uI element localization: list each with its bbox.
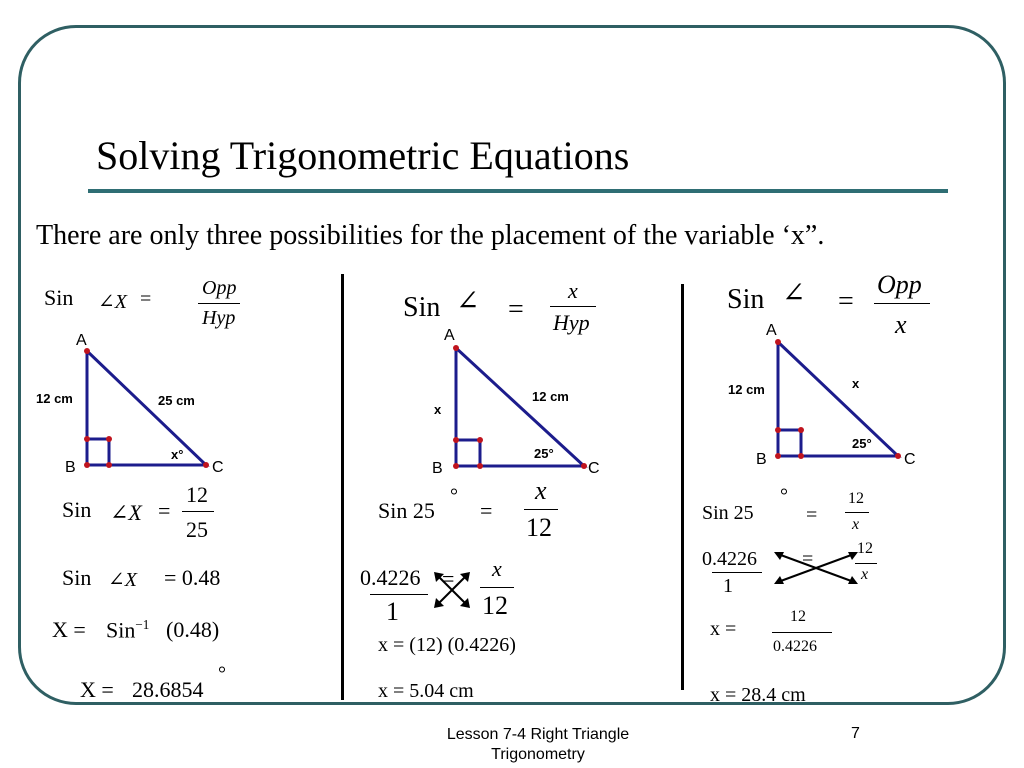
col3-step2-num2: 12	[857, 540, 873, 557]
col3-step1-denominator: x	[852, 516, 860, 533]
col3-triangle-shape	[778, 342, 898, 456]
col2-vertex-b	[453, 463, 459, 469]
col1-label-a: A	[76, 332, 87, 349]
col1-step2-angle: ∠X	[108, 569, 137, 591]
col3-formula-fraction-bar	[874, 303, 930, 304]
col3-vertex-c	[895, 453, 901, 459]
col3-label-angle: 25°	[852, 436, 872, 451]
col3-formula-numerator: Opp	[877, 270, 922, 299]
col2-mark-point-2	[477, 437, 483, 443]
col3-step3-lhs: x =	[710, 618, 737, 640]
col1-formula-angle: ∠X	[98, 291, 127, 313]
col2-label-left-side: x	[434, 402, 442, 417]
col3-step3-fraction-bar	[772, 632, 832, 633]
intro-text: There are only three possibilities for the placement of the variable ‘x”.	[36, 220, 825, 251]
col2-step1-lhs: Sin 25	[378, 498, 435, 523]
col2-formula-equals: =	[508, 294, 524, 325]
col3-step1-degree: °	[780, 485, 788, 507]
col2-step1-numerator: x	[535, 476, 547, 505]
col2-label-b: B	[432, 460, 443, 477]
title-underline	[88, 189, 948, 193]
col2-formula-fraction-bar	[550, 306, 596, 307]
col2-vertex-c	[581, 463, 587, 469]
col2-step2-fraction-bar-1	[370, 594, 428, 595]
col2-step1-equals: =	[480, 498, 493, 523]
col1-label-left-side: 12 cm	[36, 391, 73, 406]
col1-formula-denominator: Hyp	[202, 307, 236, 329]
col2-step3: x = (12) (0.4226)	[378, 634, 516, 656]
col1-mark-point-1	[84, 436, 90, 442]
col1-vertex-b	[84, 462, 90, 468]
col2-mark-point-3	[477, 463, 483, 469]
col2-triangle	[420, 320, 620, 480]
col3-label-c: C	[904, 451, 916, 466]
col3-formula-denominator: x	[895, 310, 907, 339]
col2-step2-den2: 12	[482, 591, 508, 620]
col1-mark-point-3	[106, 462, 112, 468]
col1-step4-lhs: X =	[80, 677, 114, 702]
col1-label-c: C	[212, 459, 224, 476]
col2-step2-fraction-bar-2	[480, 587, 514, 588]
col2-label-angle: 25°	[534, 446, 554, 461]
col1-right-angle-mark	[87, 439, 109, 465]
col3-step1-lhs: Sin 25	[702, 502, 754, 524]
col2-step4: x = 5.04 cm	[378, 680, 474, 702]
col3-mark-point-3	[798, 453, 804, 459]
col3-step4: x = 28.4 cm	[710, 684, 806, 706]
col1-step4-degree: °	[218, 663, 226, 685]
col3-mark-point-1	[775, 427, 781, 433]
col2-right-angle-mark	[456, 440, 480, 466]
col3-label-a: A	[766, 322, 777, 339]
col2-step1-denominator: 12	[526, 513, 552, 542]
col3-step2-fraction-bar-2	[855, 563, 877, 564]
col2-step2-num2: x	[492, 556, 502, 581]
col1-mark-point-2	[106, 436, 112, 442]
col1-step3-lhs: X =	[52, 617, 86, 642]
slide-title: Solving Trigonometric Equations	[96, 133, 630, 178]
col2-triangle-shape	[456, 348, 584, 466]
col1-label-angle: x°	[171, 447, 184, 462]
col1-label-b: B	[65, 459, 76, 476]
col3-label-left-side: 12 cm	[728, 382, 765, 397]
col3-step1-numerator: 12	[848, 490, 864, 507]
col2-cross-multiply-arrows	[432, 570, 472, 610]
col1-step2-sin: Sin	[62, 565, 92, 590]
col1-step1-sin: Sin	[62, 497, 92, 522]
col2-formula-numerator: x	[568, 278, 578, 303]
col2-label-c: C	[588, 460, 600, 477]
col1-formula-numerator: Opp	[202, 277, 237, 299]
col3-right-angle-mark	[778, 430, 801, 456]
col1-triangle-shape	[87, 351, 206, 465]
col1-step1-fraction-bar	[182, 511, 214, 512]
col1-formula-fraction-bar	[198, 303, 240, 304]
col3-label-b: B	[756, 451, 767, 466]
col3-vertex-b	[775, 453, 781, 459]
col3-mark-point-2	[798, 427, 804, 433]
col3-step3-numerator: 12	[790, 608, 806, 625]
col1-step1-equals: =	[158, 498, 171, 523]
col2-step2-den1: 1	[386, 597, 399, 626]
col3-step2-equals: =	[802, 548, 814, 570]
col3-formula-sin: Sin	[727, 284, 765, 315]
col1-formula-equals: =	[140, 288, 152, 310]
col2-step2-equals: =	[442, 566, 455, 591]
col1-step2-rhs: = 0.48	[164, 565, 221, 590]
col3-formula-equals: =	[838, 286, 854, 317]
col2-mark-point-1	[453, 437, 459, 443]
col1-step3-sin-text: Sin	[106, 617, 136, 643]
col3-vertex-a	[775, 339, 781, 345]
col3-formula-angle: ∠	[782, 278, 806, 309]
col2-formula-angle: ∠	[456, 286, 480, 317]
col1-triangle	[30, 325, 250, 480]
col2-label-hypotenuse: 12 cm	[532, 389, 569, 404]
col3-label-hypotenuse: x	[852, 376, 860, 391]
col1-step3-sin	[106, 617, 149, 643]
col3-step2-num1: 0.4226	[702, 548, 757, 570]
col2-step1-degree: °	[450, 485, 458, 507]
col2-formula-sin: Sin	[403, 292, 441, 323]
col3-step2-den1: 1	[723, 575, 733, 597]
col3-step1-fraction-bar	[845, 512, 869, 513]
col2-label-a: A	[444, 327, 455, 344]
column-divider-right	[681, 284, 684, 690]
col1-formula-sin: Sin	[44, 285, 74, 310]
col1-step3-arg: (0.48)	[166, 617, 220, 642]
col3-triangle	[720, 316, 930, 466]
col3-step1-equals: =	[806, 504, 818, 526]
col1-step1-angle: ∠X	[110, 500, 142, 525]
col2-formula-denominator: Hyp	[553, 310, 590, 335]
col1-label-hypotenuse: 25 cm	[158, 393, 195, 408]
page-number: 7	[851, 725, 860, 742]
col3-step3-denominator: 0.4226	[773, 638, 817, 655]
col3-cross-multiply-arrows	[770, 546, 860, 590]
col1-step1-denominator: 25	[186, 517, 208, 542]
col3-step2-den2: x	[861, 566, 869, 583]
col2-vertex-a	[453, 345, 459, 351]
col1-step1-numerator: 12	[186, 482, 208, 507]
footer-lesson: Lesson 7-4 Right Triangle Trigonometry	[446, 726, 630, 763]
col2-step1-fraction-bar	[524, 509, 558, 510]
column-divider-left	[341, 274, 344, 700]
col1-step3-exponent: −1	[135, 617, 150, 632]
col2-step2-num1: 0.4226	[360, 565, 421, 590]
col1-step4-value: 28.6854	[132, 677, 204, 702]
col1-vertex-c	[203, 462, 209, 468]
col3-step2-fraction-bar-1	[712, 572, 762, 573]
